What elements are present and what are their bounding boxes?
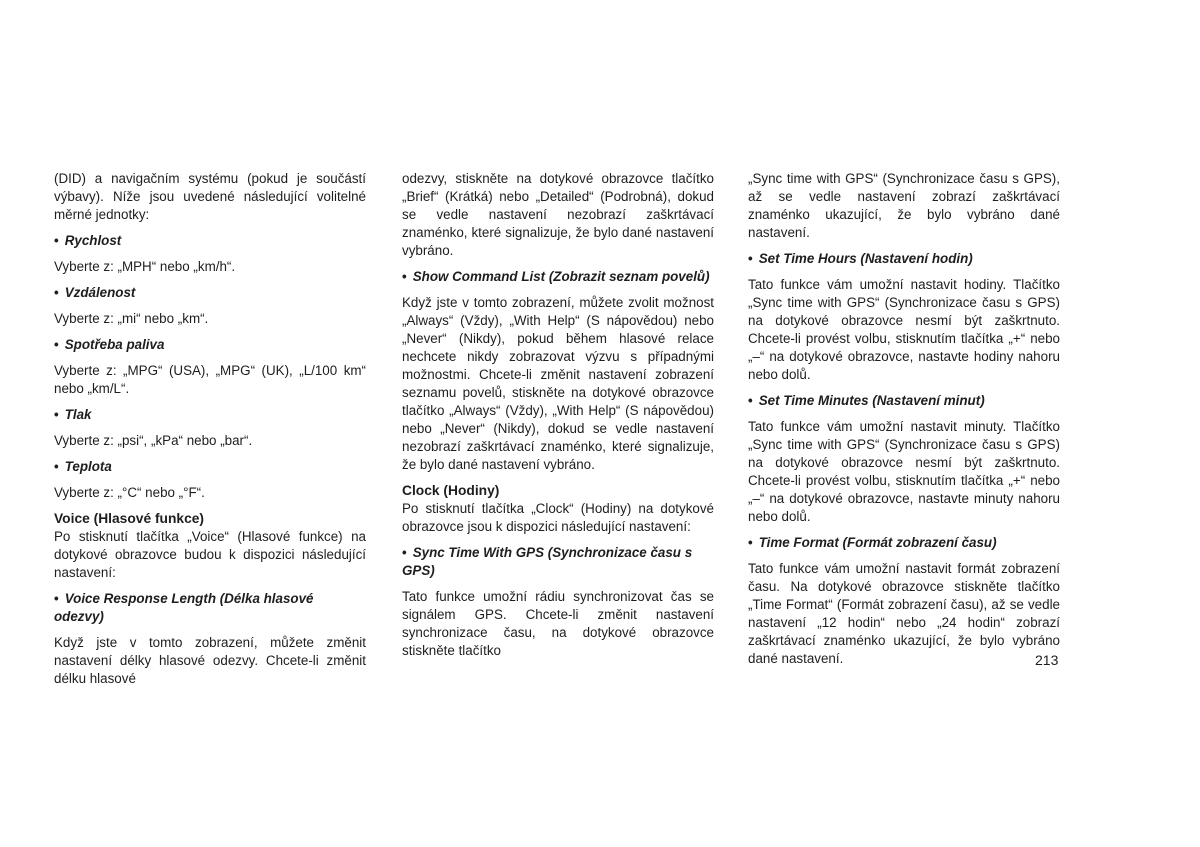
bullet-heading-sync-gps: • Sync Time With GPS (Synchronizace času s GPS) [402, 545, 693, 578]
bullet-icon: • [54, 285, 59, 300]
paragraph: Tato funkce umožní rádiu synchronizovat čas se signálem GPS. Chcete-li změnit nastavení synchronizace času, na dotykové obrazovce stiskněte tlačítko [402, 589, 714, 658]
paragraph: Tato funkce vám umožní nastavit minuty. Tlačítko „Sync time with GPS“ (Synchronizace času s GPS) na dotykové obrazovce nesmí být zaškrtnuto. Chcete-li provést volbu, stisknutím tlačítka „+“ nebo „–“ na dotykové obrazovce, nastavte minuty nahoru nebo dolů. [748, 419, 1060, 524]
paragraph: „Sync time with GPS“ (Synchronizace času s GPS), až se vedle nastavení zobrazí zaškrtávací znaménko ukazující, že bylo vybráno dané nastavení. [748, 171, 1060, 240]
bullet-icon: • [748, 535, 753, 550]
bullet-heading-pressure: • Tlak [54, 407, 92, 422]
bullet-icon: • [54, 591, 59, 606]
section-heading-voice: Voice (Hlasové funkce) [54, 511, 205, 526]
paragraph: Vyberte z: „mi“ nebo „km“. [54, 311, 209, 326]
paragraph: odezvy, stiskněte na dotykové obrazovce tlačítko „Brief“ (Krátká) nebo „Detailed“ (Podrobná), dokud se vedle nastavení nezobrazí zaškrtávací znaménko, které signalizuje, že bylo dané nastavení vybráno. [402, 171, 714, 258]
paragraph: (DID) a navigačním systému (pokud je součástí výbavy). Níže jsou uvedené následující volitelné měrné jednotky: [54, 171, 366, 222]
bullet-icon: • [54, 233, 59, 248]
bullet-heading-distance: • Vzdálenost [54, 285, 136, 300]
paragraph: Tato funkce vám umožní nastavit hodiny. Tlačítko „Sync time with GPS“ (Synchronizace času s GPS) na dotykové obrazovce nesmí být zaškrtnuto. Chcete-li provést volbu, stisknutím tlačítka „+“ nebo „–“ na dotykové obrazovce, nastavte hodiny nahoru nebo dolů. [748, 277, 1060, 382]
paragraph: Po stisknutí tlačítka „Voice“ (Hlasové funkce) na dotykové obrazovce budou k dispozici následující nastavení: [54, 529, 366, 580]
bullet-icon: • [54, 459, 59, 474]
bullet-heading-command-list: • Show Command List (Zobrazit seznam povelů) [402, 269, 710, 284]
bullet-heading-speed: • Rychlost [54, 233, 122, 248]
bullet-heading-set-hours: • Set Time Hours (Nastavení hodin) [748, 251, 973, 266]
bullet-icon: • [402, 269, 407, 284]
bullet-icon: • [54, 407, 59, 422]
bullet-icon: • [748, 251, 753, 266]
bullet-icon: • [402, 545, 407, 560]
bullet-heading-voice-length: • Voice Response Length (Délka hlasové odezvy) [54, 591, 314, 624]
bullet-heading-fuel: • Spotřeba paliva [54, 337, 165, 352]
paragraph: Tato funkce vám umožní nastavit formát zobrazení času. Na dotykové obrazovce stiskněte tlačítko „Time Format“ (Formát zobrazení času), až se vedle nastavení „12 hodin“ nebo „24 hodin“ zobrazí zaškrtávací znaménko ukazující, že bylo vybráno dané nastavení. [748, 561, 1060, 666]
paragraph: Vyberte z: „MPH“ nebo „km/h“. [54, 259, 236, 274]
column-right [748, 170, 1060, 676]
section-heading-clock: Clock (Hodiny) [402, 483, 500, 498]
column-middle [402, 170, 714, 668]
bullet-icon: • [748, 393, 753, 408]
bullet-heading-set-minutes: • Set Time Minutes (Nastavení minut) [748, 393, 985, 408]
bullet-icon: • [54, 337, 59, 352]
bullet-heading-temperature: • Teplota [54, 459, 112, 474]
bullet-heading-time-format: • Time Format (Formát zobrazení času) [748, 535, 997, 550]
paragraph: Po stisknutí tlačítka „Clock“ (Hodiny) na dotykové obrazovce jsou k dispozici následující nastavení: [402, 501, 714, 534]
column-left [54, 170, 366, 696]
page-number: 213 [1035, 652, 1059, 668]
paragraph: Vyberte z: „°C“ nebo „°F“. [54, 485, 205, 500]
paragraph: Vyberte z: „MPG“ (USA), „MPG“ (UK), „L/100 km“ nebo „km/L“. [54, 363, 366, 396]
paragraph: Když jste v tomto zobrazení, můžete zvolit možnost „Always“ (Vždy), „With Help“ (S nápovědou) nebo „Never“ (Nikdy), pokud během hlasové relace nechcete nikdy zobrazovat výzvu s případnými možnostmi. Chcete-li změnit nastavení zobrazení seznamu povelů, stiskněte na dotykové obrazovce tlačítko „Always“ (Vždy), „With Help“ (S nápovědou) nebo „Never“ (Nikdy), dokud se vedle nastavení nezobrazí zaškrtávací znaménko, které signalizuje, že bylo dané nastavení vybráno. [402, 295, 714, 472]
paragraph: Když jste v tomto zobrazení, můžete změnit nastavení délky hlasové odezvy. Chcete-li změnit délku hlasové [54, 635, 366, 686]
paragraph: Vyberte z: „psi“, „kPa“ nebo „bar“. [54, 433, 253, 448]
